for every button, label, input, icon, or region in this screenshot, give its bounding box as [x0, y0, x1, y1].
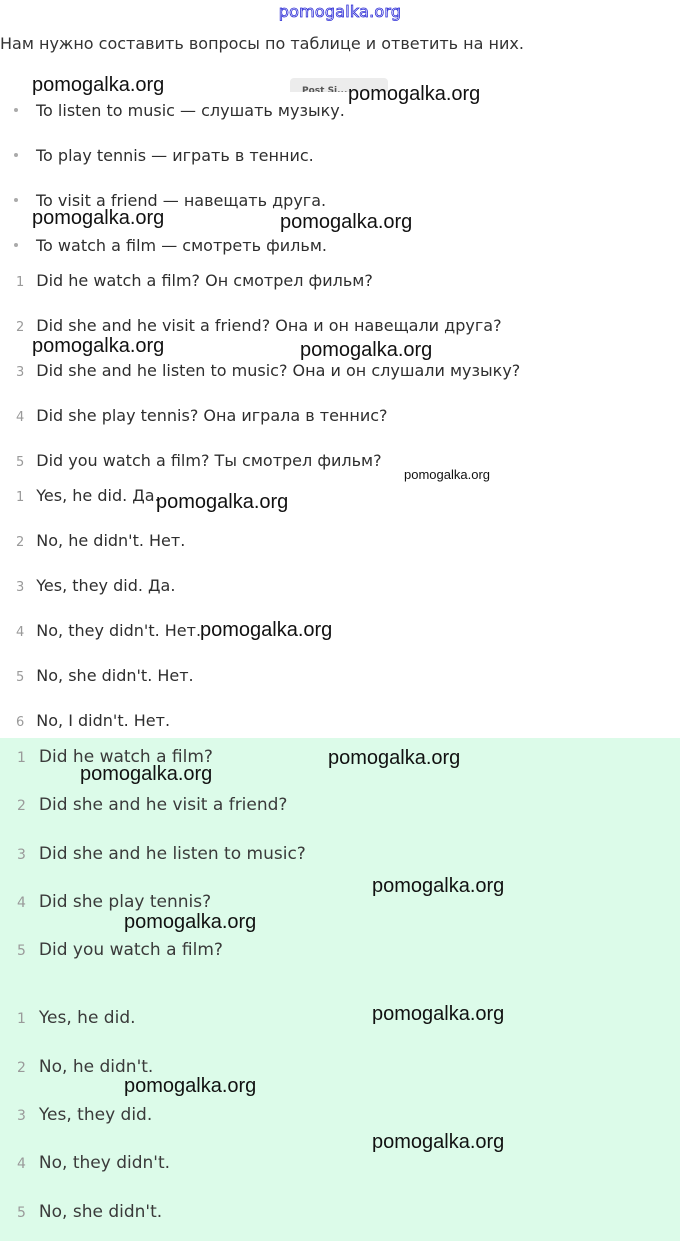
question-row [16, 316, 502, 335]
bullet-dot [14, 198, 18, 202]
row-number: 1 [17, 1011, 26, 1027]
question-text: Did you watch a film? Ты смотрел фильм? [36, 451, 382, 470]
row-number: 1 [16, 275, 25, 290]
row-number: 4 [16, 625, 25, 640]
watermark: pomogalka.org [32, 207, 165, 229]
vocab-text: To visit a friend — навещать друга. [36, 191, 327, 210]
vocab-text: To play tennis — играть в теннис. [36, 146, 314, 165]
watermark: pomogalka.org [404, 467, 490, 482]
row-number: 5 [16, 670, 25, 685]
bullet-dot [14, 108, 18, 112]
watermark: pomogalka.org [372, 1131, 505, 1153]
question-text: Did she play tennis? [38, 892, 212, 912]
question-text: Did she and he visit a friend? [38, 795, 288, 815]
intro-text: Нам нужно составить вопросы по таблице и ответить на них. [0, 34, 524, 53]
green-answer-row [17, 1202, 162, 1222]
vocab-item [14, 101, 345, 120]
question-row [16, 406, 388, 425]
answer-text: No, he didn't. Нет. [36, 531, 186, 550]
row-number: 2 [17, 1060, 26, 1076]
answer-row [16, 711, 170, 730]
row-number: 3 [17, 847, 26, 863]
vocab-item [14, 146, 314, 165]
row-number: 3 [16, 365, 25, 380]
row-number: 2 [16, 535, 25, 550]
green-question-row [17, 892, 211, 912]
answer-text: No, he didn't. [38, 1057, 154, 1077]
answer-row [16, 576, 175, 595]
row-number: 5 [17, 943, 26, 959]
question-text: Did she and he listen to music? [38, 844, 306, 864]
watermark: pomogalka.org [372, 875, 505, 897]
watermark: pomogalka.org [156, 491, 289, 513]
question-text: Did he watch a film? Он смотрел фильм? [36, 271, 373, 290]
answer-text: No, I didn't. Нет. [36, 711, 171, 730]
green-answer-row [17, 1105, 152, 1125]
answer-row [16, 531, 185, 550]
vocab-text: To watch a film — смотреть фильм. [36, 236, 327, 255]
answer-text: Yes, they did. Да. [36, 576, 176, 595]
row-number: 4 [17, 1156, 26, 1172]
answer-row [16, 666, 194, 685]
question-text: Did you watch a film? [38, 940, 223, 960]
answer-row [16, 621, 201, 640]
tooltip-label: Post Si... [302, 86, 348, 92]
question-row [16, 361, 520, 380]
watermark: pomogalka.org [372, 1003, 505, 1025]
row-number: 6 [16, 715, 25, 730]
answer-text: Yes, they did. [38, 1105, 153, 1125]
question-row [16, 271, 373, 290]
question-text: Did he watch a film? [38, 747, 213, 767]
question-text: Did she and he listen to music? Она и он слушали музыку? [36, 361, 521, 380]
answer-row [16, 486, 160, 505]
row-number: 1 [16, 490, 25, 505]
green-question-row [17, 940, 223, 960]
watermark: pomogalka.org [328, 747, 461, 769]
row-number: 4 [16, 410, 25, 425]
watermark: pomogalka.org [200, 619, 333, 641]
vocab-text: To listen to music — слушать музыку. [36, 101, 345, 120]
watermark: pomogalka.org [32, 74, 165, 96]
watermark: pomogalka.org [280, 211, 413, 233]
watermark: pomogalka.org [348, 83, 481, 105]
watermark: pomogalka.org [300, 339, 433, 361]
green-question-row [17, 844, 306, 864]
row-number: 2 [16, 320, 25, 335]
answer-text: No, she didn't. [38, 1202, 163, 1222]
row-number: 1 [17, 750, 26, 766]
answer-text: No, they didn't. [38, 1153, 171, 1173]
row-number: 2 [17, 798, 26, 814]
green-question-row [17, 795, 287, 815]
watermark: pomogalka.org [124, 1075, 257, 1097]
green-answer-row [17, 1008, 136, 1028]
bullet-dot [14, 153, 18, 157]
watermark: pomogalka.org [80, 763, 213, 785]
row-number: 3 [16, 580, 25, 595]
answer-text: Yes, he did. [38, 1008, 136, 1028]
answer-text: No, they didn't. Нет. [36, 621, 202, 640]
question-row [16, 451, 382, 470]
row-number: 3 [17, 1108, 26, 1124]
row-number: 5 [17, 1205, 26, 1221]
vocab-item [14, 236, 327, 255]
question-text: Did she and he visit a friend? Она и он навещали друга? [36, 316, 502, 335]
site-title[interactable]: pomogalka.org [278, 2, 402, 21]
green-answer-row [17, 1153, 170, 1173]
green-answer-row [17, 1057, 153, 1077]
answer-text: No, she didn't. Нет. [36, 666, 194, 685]
row-number: 4 [17, 895, 26, 911]
question-text: Did she play tennis? Она играла в теннис? [36, 406, 388, 425]
bullet-dot [14, 243, 18, 247]
watermark: pomogalka.org [124, 911, 257, 933]
row-number: 5 [16, 455, 25, 470]
answer-text: Yes, he did. Да. [36, 486, 160, 505]
watermark: pomogalka.org [32, 335, 165, 357]
